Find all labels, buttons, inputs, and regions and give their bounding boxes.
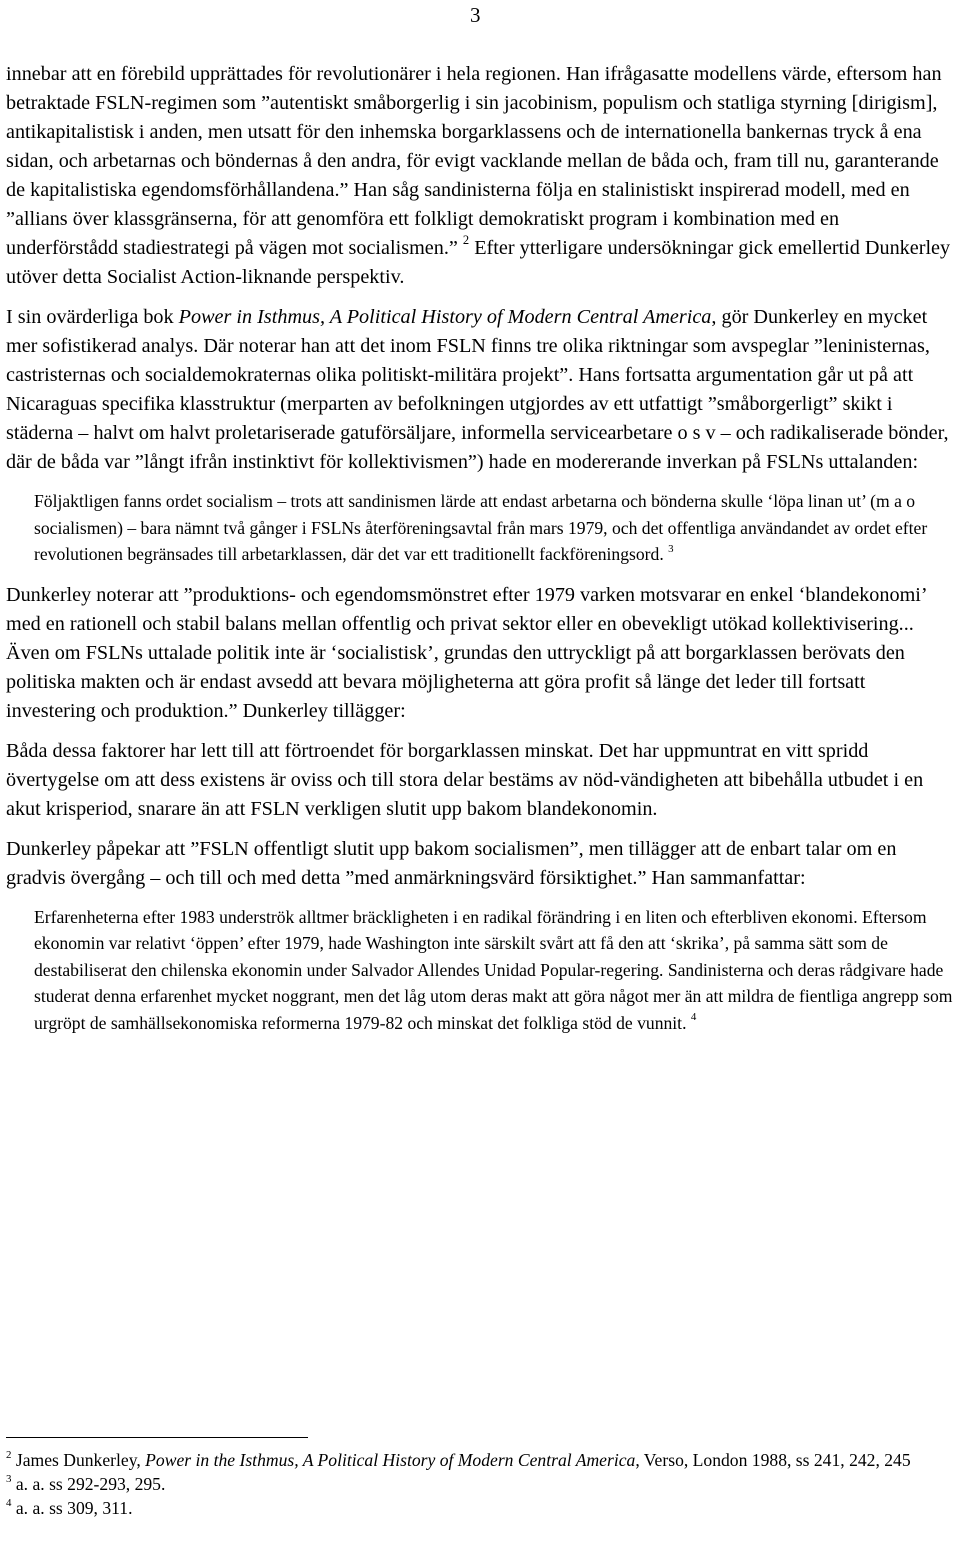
page-number: 3 [470,3,481,27]
paragraph-2: I sin ovärderliga bok Power in Isthmus, A Political History of Modern Central America, gör Dunkerley en mycket mer sofistikerad analys. Där noterar han att det inom FSLN finns tre olika riktningar som avspeglar ”leninisternas, castristernas och socialdemokraternas olika politiskt-militära projekt”. Hans fortsatta argumentation går ut på att Nicaraguas specifika klasstruktur (merparten av befolkningen utgjordes av ett utfattigt ”småborgerligt” skikt i städerna – halvt om halvt proletariserade gatuförsäljare, informella servicearbetare o s v – och radikaliserade bönder, där de båda var ”långt ifrån instinktivt för kollektivismen”) hade en modererande inverkan på FSLNs uttalanden: [6,306,949,473]
paragraph-4: Båda dessa faktorer har lett till att förtroendet för borgarklassen minskat. Det har uppmuntrat en vitt spridd övertygelse om att dess existens är oviss och till stora delar bestäms av nöd-vändigheten att bibehålla utbudet i en akut krisperiod, snarare än att FSLN verkligen slutit upp bakom blandekonomin. [6,739,924,820]
footnotes [6,1437,956,1520]
document-body [6,60,956,1049]
footnote-ref-3[interactable]: 3 [668,542,674,555]
paragraph-5: Dunkerley påpekar att ”FSLN offentligt slutit upp bakom socialismen”, men tillägger att de enbart talar om en gradvis övergång – och till och med detta ”med anmärkningsvärd försiktighet.” Han sammanfattar: [6,837,897,889]
book-title: Power in Isthmus, A Political History of Modern Central America [178,306,712,328]
paragraph-1: innebar att en förebild upprättades för revolutionärer i hela regionen. Han ifrågasatte modellens värde, eftersom han betraktade FSLN-regimen som ”autentiskt småborgerlig i sin jacobinism, populism och statliga styrning [dirigism], antikapitalistisk i anden, men utsatt för den inhemska borgarklassens och de internationella bankernas tryck å ena sidan, och arbetarnas och böndernas å den andra, för evigt vacklande mellan de båda och, fram till nu, garanterande de kapitalistiska egendomsförhållandena.” Han såg sandinisterna följa en stalinistiskt inspirerad modell, med en ”allians över klassgränserna, för att genomföra ett folkligt demokratiskt program i kombination med en underförstådd stadiestrategi på vägen mot socialismen.” $^2$ Efter ytterligare undersökningar gick emellertid Dunkerley utöver detta Socialist Action-liknande perspektiv. [6,63,951,288]
footnote-3: $^3$ a. a. ss 292-293, 295. [6,1472,166,1494]
footnote-ref-4[interactable]: 4 [690,1011,697,1024]
paragraph-3: Dunkerley noterar att ”produktions- och egendomsmönstret efter 1979 varken motsvarar en enkel ‘blandekonomi’ med en rationell och stabil balans mellan offentlig och privat sektor eller en obevekligt utökad kollektivisering... Även om FSLNs uttalade politik inte är ‘socialistisk’, grundas den uttryckligt på att borgarklassen berövats den politiska makten och är endast avsedd att bevara möjligheterna att göra profit så länge det leder till fortsatt investering och produktion.” Dunkerley tillägger: [6,583,927,722]
footnote-4: $^4$ a. a. ss 309, 311. [6,1496,133,1518]
footnote-2: $^2$ James Dunkerley, Power in the Isthmus, A Political History of Modern Central America, Verso, London 1988, ss 241, 242, 245 [6,1448,911,1470]
block-quote-1: Följaktligen fanns ordet socialism – trots att sandinismen lärde att endast arbetarna och bönderna skulle ‘löpa linan ut’ (m a o socialismen) – bara nämnt två gånger i FSLNs återföreningsavtal från mars 1979, och det offentliga användandet av ordet efter revolutionen begränsades till arbetarklassen, där det var ett traditionellt fackföreningsord. $^3$ [34,491,928,564]
footnote-divider [6,1437,308,1438]
block-quote-2: Erfarenheterna efter 1983 underströk alltmer bräckligheten i en radikal förändring i en liten och efterbliven ekonomi. Eftersom ekonomin var relativt ‘öppen’ efter 1979, hade Washington inte särskilt svårt att få den att ‘skrika’, på samma sätt som de destabiliserat den chilenska ekonomin under Salvador Allendes Unidad Popular-regering. Sandinisterna och deras rådgivare hade studerat denna erfarenhet mycket noggrant, men det låg utom deras makt att göra något mer än att mildra de fientliga angrepp som urgröpt de samhällsekonomiska reformerna 1979-82 och minskat det folkliga stöd de vunnit. $^4$ [34,906,953,1033]
footnote-ref-2[interactable]: 2 [462,233,470,248]
